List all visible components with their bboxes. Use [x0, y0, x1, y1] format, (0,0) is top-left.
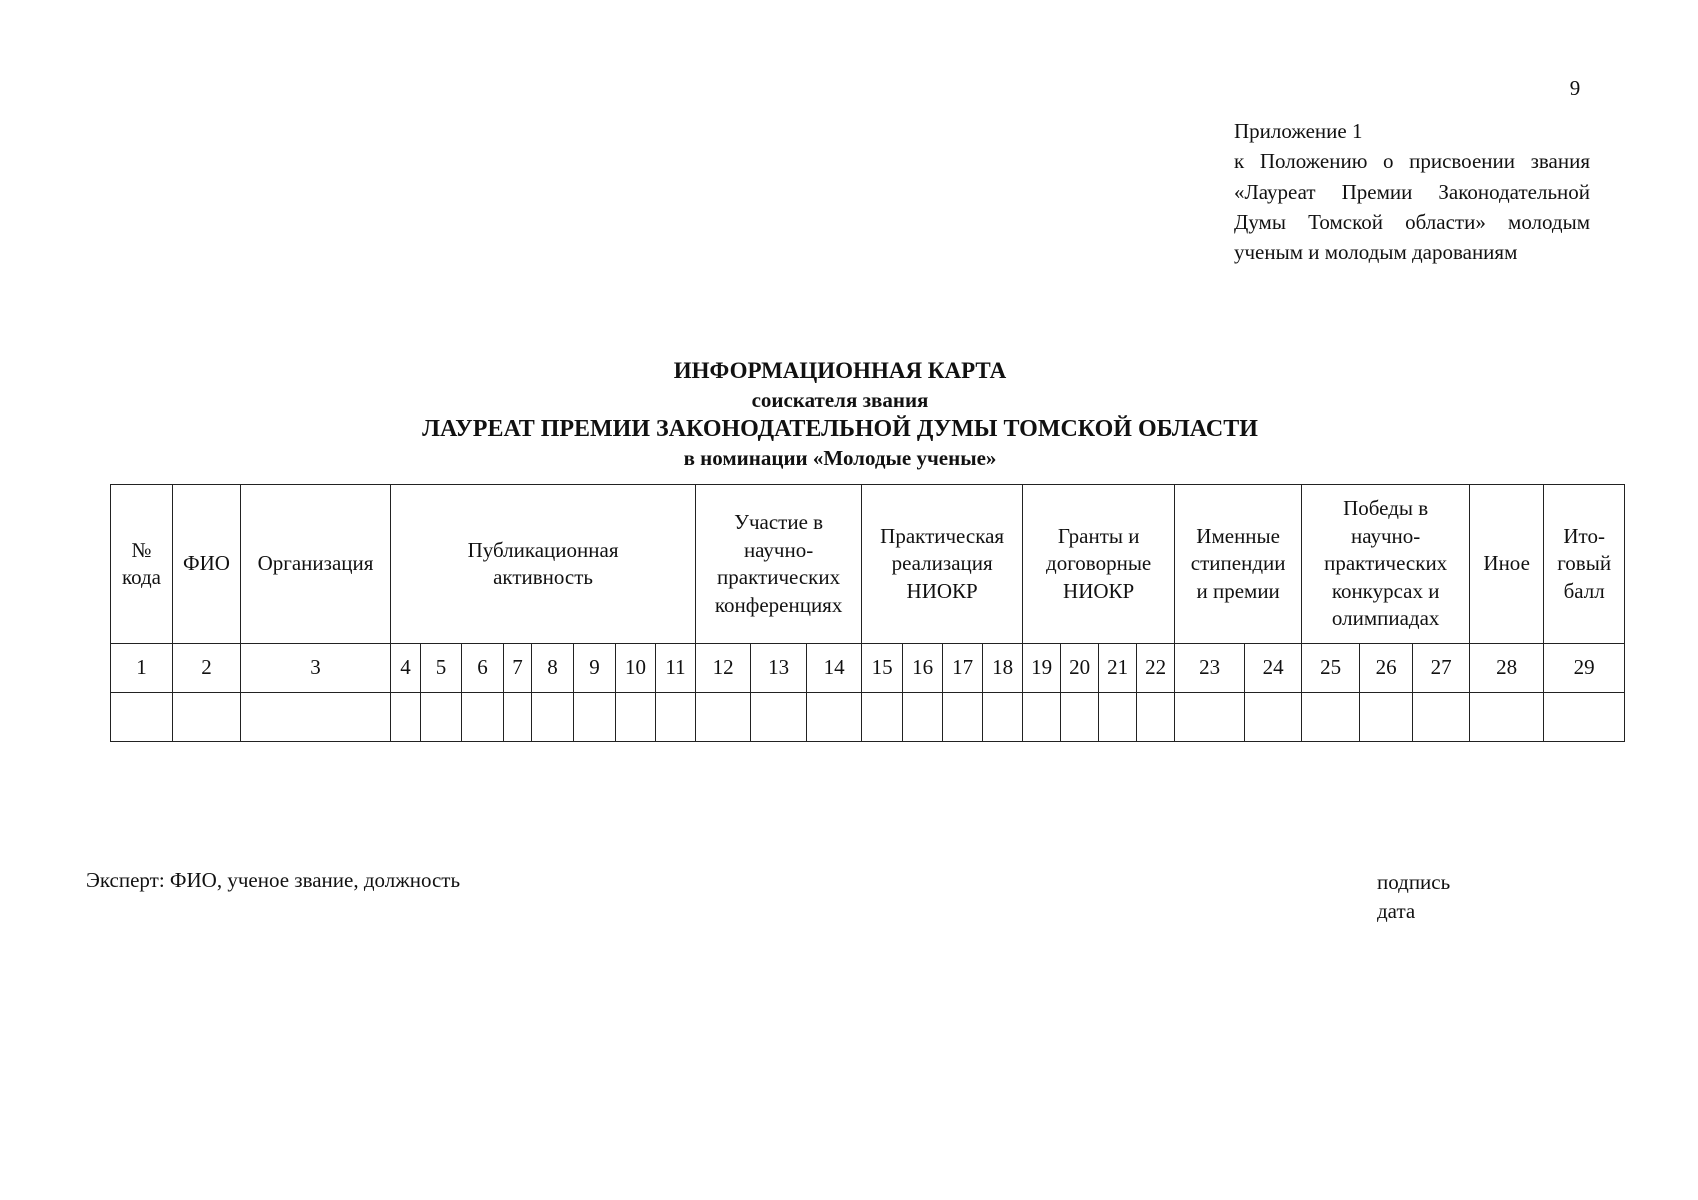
column-number: 10	[616, 644, 656, 693]
column-number: 23	[1175, 644, 1245, 693]
signature-label: подпись	[1377, 870, 1451, 894]
column-number: 2	[173, 644, 241, 693]
column-number: 16	[903, 644, 943, 693]
expert-label: Эксперт: ФИО, ученое звание, должность	[86, 868, 461, 892]
entry-cell[interactable]	[1360, 693, 1413, 742]
column-number: 25	[1302, 644, 1360, 693]
appendix-title: Приложение 1	[1234, 119, 1363, 143]
entry-cell[interactable]	[903, 693, 943, 742]
entry-cell[interactable]	[751, 693, 807, 742]
column-number: 29	[1544, 644, 1625, 693]
entry-cell[interactable]	[1023, 693, 1061, 742]
header-total-score: Ито-говый балл	[1544, 485, 1625, 644]
title-line-3: ЛАУРЕАТ ПРЕМИИ ЗАКОНОДАТЕЛЬНОЙ ДУМЫ ТОМСКОЙ ОБЛАСТИ	[422, 416, 1258, 442]
entry-cell[interactable]	[616, 693, 656, 742]
entry-cell[interactable]	[574, 693, 616, 742]
entry-cell[interactable]	[696, 693, 751, 742]
appendix-note	[1234, 116, 1590, 267]
entry-cell[interactable]	[1413, 693, 1470, 742]
entry-cell[interactable]	[1137, 693, 1175, 742]
column-number: 27	[1413, 644, 1470, 693]
entry-cell[interactable]	[504, 693, 532, 742]
column-number: 28	[1470, 644, 1544, 693]
header-stipends: Именные стипендии и премии	[1175, 485, 1302, 644]
column-number: 15	[862, 644, 903, 693]
entry-cell[interactable]	[943, 693, 983, 742]
entry-cell[interactable]	[391, 693, 421, 742]
column-number: 20	[1061, 644, 1099, 693]
entry-cell[interactable]	[656, 693, 696, 742]
entry-cell[interactable]	[1245, 693, 1302, 742]
header-competitions: Победы в научно-практических конкурсах и олимпиадах	[1302, 485, 1470, 644]
header-fio: ФИО	[173, 485, 241, 644]
header-row	[111, 485, 1625, 644]
column-number: 17	[943, 644, 983, 693]
document-title	[0, 356, 1680, 472]
title-line-1: ИНФОРМАЦИОННАЯ КАРТА	[673, 358, 1007, 383]
column-number-row	[111, 644, 1625, 693]
information-card-table	[110, 484, 1625, 742]
header-practical-implementation: Практическая реализация НИОКР	[862, 485, 1023, 644]
column-number: 19	[1023, 644, 1061, 693]
column-number: 22	[1137, 644, 1175, 693]
entry-cell[interactable]	[983, 693, 1023, 742]
title-line-2: соискателя звания	[751, 388, 929, 412]
page-number: 9	[1569, 76, 1581, 100]
header-organization: Организация	[241, 485, 391, 644]
header-publications: Публикационная активность	[391, 485, 696, 644]
column-number: 9	[574, 644, 616, 693]
entry-cell[interactable]	[862, 693, 903, 742]
column-number: 5	[421, 644, 462, 693]
header-code: № кода	[111, 485, 173, 644]
column-number: 11	[656, 644, 696, 693]
entry-cell[interactable]	[1099, 693, 1137, 742]
entry-row	[111, 693, 1625, 742]
entry-cell[interactable]	[173, 693, 241, 742]
entry-cell[interactable]	[532, 693, 574, 742]
entry-cell[interactable]	[1302, 693, 1360, 742]
column-number: 26	[1360, 644, 1413, 693]
entry-cell[interactable]	[421, 693, 462, 742]
entry-cell[interactable]	[1544, 693, 1625, 742]
entry-cell[interactable]	[1470, 693, 1544, 742]
column-number: 3	[241, 644, 391, 693]
column-number: 1	[111, 644, 173, 693]
entry-cell[interactable]	[462, 693, 504, 742]
column-number: 21	[1099, 644, 1137, 693]
entry-cell[interactable]	[1061, 693, 1099, 742]
header-conferences: Участие в научно-практических конференциях	[696, 485, 862, 644]
column-number: 6	[462, 644, 504, 693]
appendix-body: к Положению о присвоении звания «Лауреат Премии Законодательной Думы Томской области» молодым ученым и молодым дарованиям	[1234, 149, 1590, 265]
entry-cell[interactable]	[807, 693, 862, 742]
column-number: 14	[807, 644, 862, 693]
column-number: 12	[696, 644, 751, 693]
title-line-4: в номинации «Молодые ученые»	[683, 446, 997, 470]
column-number: 24	[1245, 644, 1302, 693]
column-number: 7	[504, 644, 532, 693]
column-number: 13	[751, 644, 807, 693]
column-number: 8	[532, 644, 574, 693]
entry-cell[interactable]	[241, 693, 391, 742]
header-grants: Гранты и договорные НИОКР	[1023, 485, 1175, 644]
column-number: 18	[983, 644, 1023, 693]
column-number: 4	[391, 644, 421, 693]
date-label: дата	[1377, 899, 1416, 923]
entry-cell[interactable]	[1175, 693, 1245, 742]
signature-block	[1377, 868, 1450, 926]
header-other: Иное	[1470, 485, 1544, 644]
entry-cell[interactable]	[111, 693, 173, 742]
